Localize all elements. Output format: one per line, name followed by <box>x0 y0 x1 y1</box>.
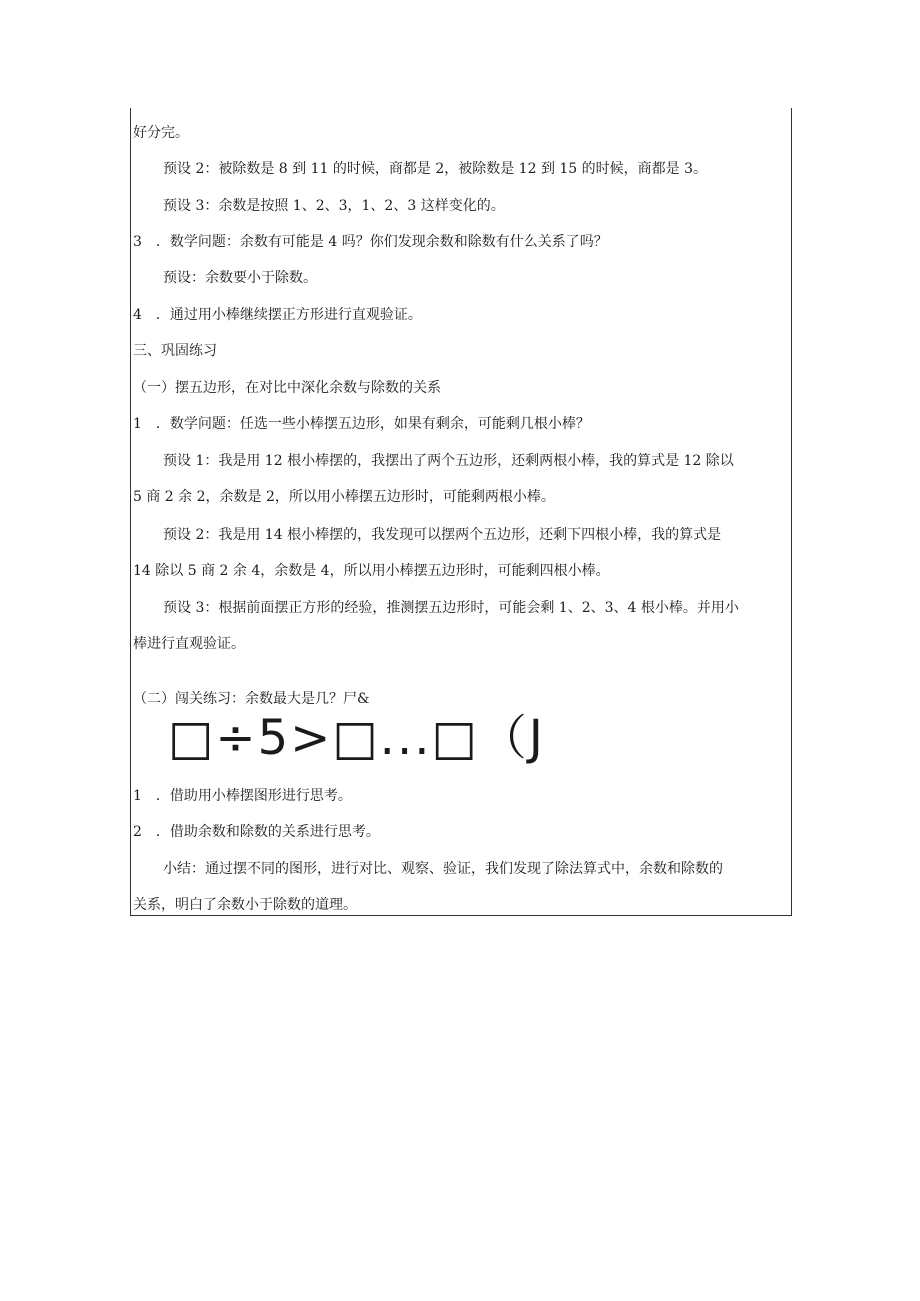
text-line: 棒进行直观验证。 <box>133 636 245 652</box>
text-line: 预设：余数要小于除数。 <box>163 270 317 286</box>
text-line: 3 ．数学问题：余数有可能是 4 吗？你们发现余数和除数有什么关系了吗？ <box>133 234 608 250</box>
text-line: 5 商 2 余 2，余数是 2，所以用小棒摆五边形时，可能剩两根小棒。 <box>133 489 555 505</box>
text-line: 好分完。 <box>133 125 189 141</box>
division-formula: □÷5>□...□（J <box>168 710 545 766</box>
text-line: 预设 3：余数是按照 1、2、3，1、2、3 这样变化的。 <box>163 198 505 214</box>
text-line: 预设 2：我是用 14 根小棒摆的，我发现可以摆两个五边形，还剩下四根小棒，我的算式是 <box>163 527 722 543</box>
text-line: 14 除以 5 商 2 余 4，余数是 4，所以用小棒摆五边形时，可能剩四根小棒。 <box>133 563 610 579</box>
text-line: 预设 1：我是用 12 根小棒摆的，我摆出了两个五边形，还剩两根小棒，我的算式是 12 除以 <box>163 453 734 469</box>
summary-line: 小结：通过摆不同的图形，进行对比、观察、验证，我们发现了除法算式中，余数和除数的 <box>163 861 723 877</box>
text-line: 2 ．借助余数和除数的关系进行思考。 <box>133 824 380 840</box>
text-line: 预设 2：被除数是 8 到 11 的时候，商都是 2，被除数是 12 到 15 的时候，商都是 3。 <box>163 161 708 177</box>
text-line: 1 ．借助用小棒摆图形进行思考。 <box>133 788 352 804</box>
text-line: 预设 3：根据前面摆正方形的经验，推测摆五边形时，可能会剩 1、2、3、4 根小棒。并用小 <box>163 600 739 616</box>
text-line: 4 ．通过用小棒继续摆正方形进行直观验证。 <box>133 307 422 323</box>
subsection-heading: （一）摆五边形，在对比中深化余数与除数的关系 <box>133 380 441 396</box>
summary-line: 关系，明白了余数小于除数的道理。 <box>133 897 357 913</box>
section-heading: 三、巩固练习 <box>133 343 217 359</box>
subsection-heading: （二）闯关练习：余数最大是几？尸& <box>133 691 370 707</box>
text-line: 1 ．数学问题：任选一些小棒摆五边形，如果有剩余，可能剩几根小棒？ <box>133 416 590 432</box>
